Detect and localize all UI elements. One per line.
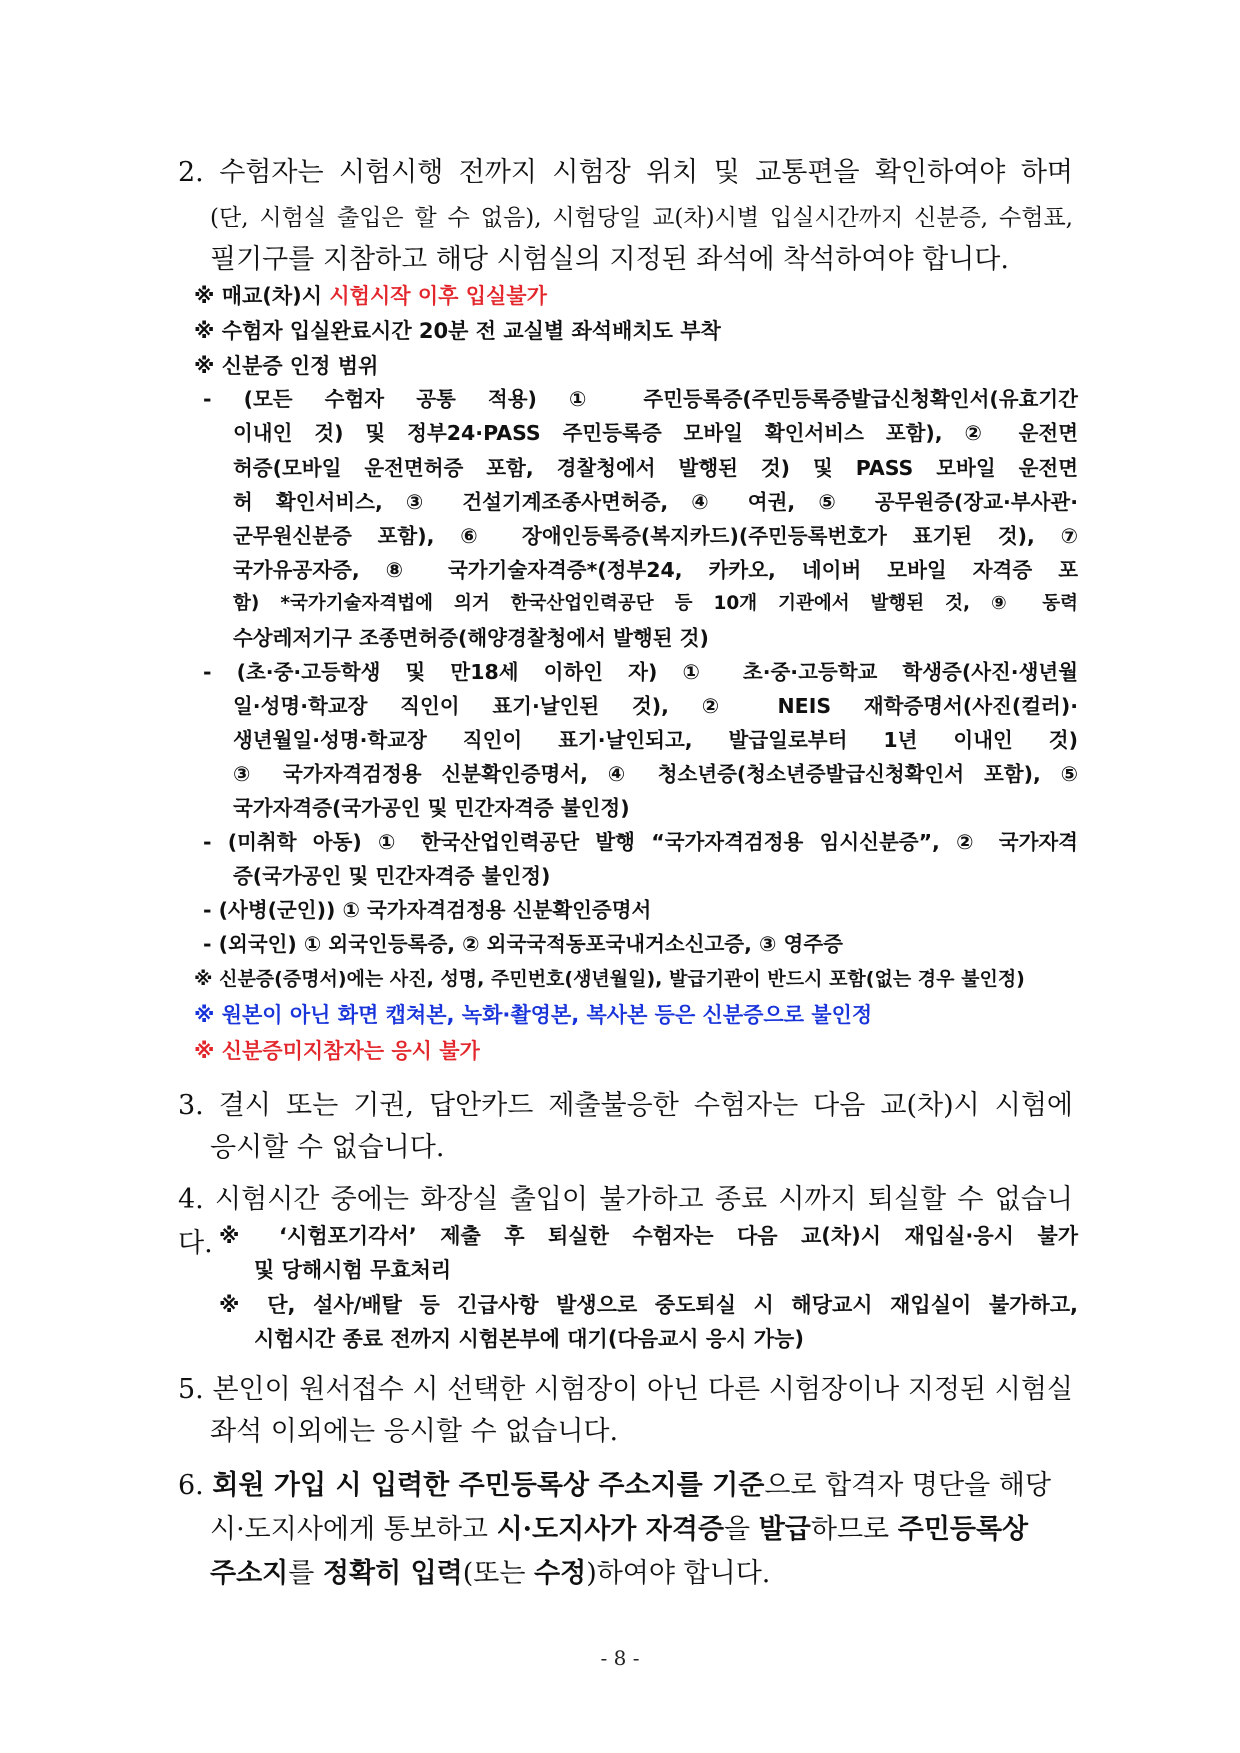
page-number: - 8 -: [600, 1646, 640, 1670]
item6-bold-enter-correctly: 정확히 입력: [322, 1558, 463, 1589]
id-all-line2: 이내인 것) 및 정부24·PASS 주민등록증 모바일 확인서비스 포함), ② 운전면: [233, 421, 1078, 445]
item6-bold-resident-registration: 주민등록상: [897, 1514, 1029, 1545]
id-student-line3: 생년월일·성명·학교장 직인이 표기·날인되고, 발급일로부터 1년 이내인 것): [233, 728, 1078, 752]
note-entry-after-start: [194, 279, 547, 313]
item6-bold-governor-cert: 시·도지사가 자격증: [496, 1514, 725, 1545]
id-child-line2: 증(국가공인 및 민간자격증 불인정): [233, 864, 551, 888]
item4-line1: 4. 시험시간 중에는 화장실 출입이 불가하고 종료 시까지 퇴실할 수 없습니다.: [178, 1184, 1073, 1259]
id-all-line4: 허 확인서비스, ③ 건설기계조종사면허증, ④ 여권, ⑤ 공무원증(장교·부사관·: [233, 490, 1078, 514]
item3-line1: 3. 결시 또는 기권, 답안카드 제출불응한 수험자는 다음 교(차)시 시험에: [178, 1090, 1073, 1121]
id-all-line5: 군무원신분증 포함), ⑥ 장애인등록증(복지카드)(주민등록번호가 표기된 것), ⑦: [233, 524, 1078, 548]
id-soldier-line: - (사병(군인)) ① 국가자격검정용 신분확인증명서: [203, 898, 652, 922]
note-seat-chart: ※ 수험자 입실완료시간 20분 전 교실별 좌석배치도 부착: [194, 319, 721, 343]
item6-line3-rest: )하여야 합니다.: [586, 1558, 771, 1589]
id-student-line4: ③ 국가자격검정용 신분확인증명서, ④ 청소년증(청소년증발급신청확인서 포함), ⑤: [233, 762, 1078, 786]
item6-bold-issue: 발급: [758, 1514, 811, 1545]
item6-line2-text: 시·도지사에게 통보하고: [210, 1514, 497, 1545]
note-no-id-no-exam: ※ 신분증미지참자는 응시 불가: [194, 1039, 480, 1063]
item3-line2: 응시할 수 없습니다.: [210, 1132, 445, 1163]
item6-line3-paren: (또는: [462, 1558, 535, 1589]
item6-bold-address: 주소지: [210, 1558, 289, 1589]
item4-note1-line2: 및 당해시험 무효처리: [254, 1258, 452, 1282]
item6-number: 6.: [178, 1470, 204, 1501]
item2-line3: 필기구를 지참하고 해당 시험실의 지정된 좌석에 착석하여야 합니다.: [210, 244, 1009, 275]
note-copies-not-accepted: ※ 원본이 아닌 화면 캡쳐본, 녹화·촬영본, 복사본 등은 신분증으로 불인정: [194, 1003, 873, 1027]
note-id-required-fields: ※ 신분증(증명서)에는 사진, 성명, 주민번호(생년월일), 발급기관이 반드시 포함(없는 경우 불인정): [194, 968, 1025, 990]
id-all-line6: 국가유공자증, ⑧ 국가기술자격증*(정부24, 카카오, 네이버 모바일 자격증 포: [233, 558, 1078, 582]
item5-line1: 5. 본인이 원서접수 시 선택한 시험장이 아닌 다른 시험장이나 지정된 시험실: [178, 1374, 1073, 1405]
item6-line2-particle: 을: [724, 1514, 759, 1545]
item6-bold-modify: 수정: [534, 1558, 587, 1589]
id-all-line1: - (모든 수험자 공통 적용) ① 주민등록증(주민등록증발급신청확인서(유효기간: [203, 387, 1078, 411]
item6-line3: [210, 1552, 770, 1596]
note-red-warning: 시험시작 이후 입실불가: [329, 284, 547, 308]
item6-bold-address-basis: 회원 가입 시 입력한 주민등록상 주소지를 기준: [212, 1470, 765, 1501]
item6-line1-rest: 으로 합격자 명단을 해당: [764, 1470, 1051, 1501]
item6-line3-particle: 를: [288, 1558, 323, 1589]
item2-line2: (단, 시험실 출입은 할 수 없음), 시험당일 교(차)시별 입실시간까지 신분증, 수험표,: [210, 205, 1073, 231]
id-student-line1: - (초·중·고등학생 및 만18세 이하인 자) ① 초·중·고등학교 학생증(사진·생년월: [203, 660, 1078, 684]
id-student-line5: 국가자격증(국가공인 및 민간자격증 불인정): [233, 796, 630, 820]
id-all-line3: 허증(모바일 운전면허증 포함, 경찰청에서 발행된 것) 및 PASS 모바일 운전면: [233, 456, 1078, 480]
item6-line1: [178, 1464, 1078, 1508]
note-id-scope: ※ 신분증 인정 범위: [194, 354, 379, 378]
item2-line1: 2. 수험자는 시험시행 전까지 시험장 위치 및 교통편을 확인하여야 하며: [178, 157, 1073, 188]
id-all-line8: 수상레저기구 조종면허증(해양경찰청에서 발행된 것): [233, 626, 709, 650]
id-student-line2: 일·성명·학교장 직인이 표기·날인된 것), ② NEIS 재학증명서(사진(컬러)·: [233, 694, 1078, 718]
item6-line2: [210, 1508, 1080, 1552]
id-foreigner-line: - (외국인) ① 외국인등록증, ② 외국국적동포국내거소신고증, ③ 영주증: [203, 932, 843, 956]
item4-note2-line2: 시험시간 종료 전까지 시험본부에 대기(다음교시 응시 가능): [254, 1327, 804, 1351]
item4-note2-line1: ※ 단, 설사/배탈 등 긴급사항 발생으로 중도퇴실 시 해당교시 재입실이 불가하고,: [219, 1293, 1078, 1317]
id-all-line7: 함) *국가기술자격법에 의거 한국산업인력공단 등 10개 기관에서 발행된 것, ⑨ 동력: [233, 593, 1078, 614]
item5-line2: 좌석 이외에는 응시할 수 없습니다.: [210, 1416, 619, 1447]
item4-note1-line1: ※ ‘시험포기각서’ 제출 후 퇴실한 수험자는 다음 교(차)시 재입실·응시 불가: [219, 1224, 1078, 1248]
note-prefix: ※ 매교(차)시: [194, 284, 330, 308]
id-child-line1: - (미취학 아동) ① 한국산업인력공단 발행 “국가자격검정용 임시신분증”, ② 국가자격: [203, 830, 1078, 854]
item6-line2-connector: 하므로: [810, 1514, 898, 1545]
